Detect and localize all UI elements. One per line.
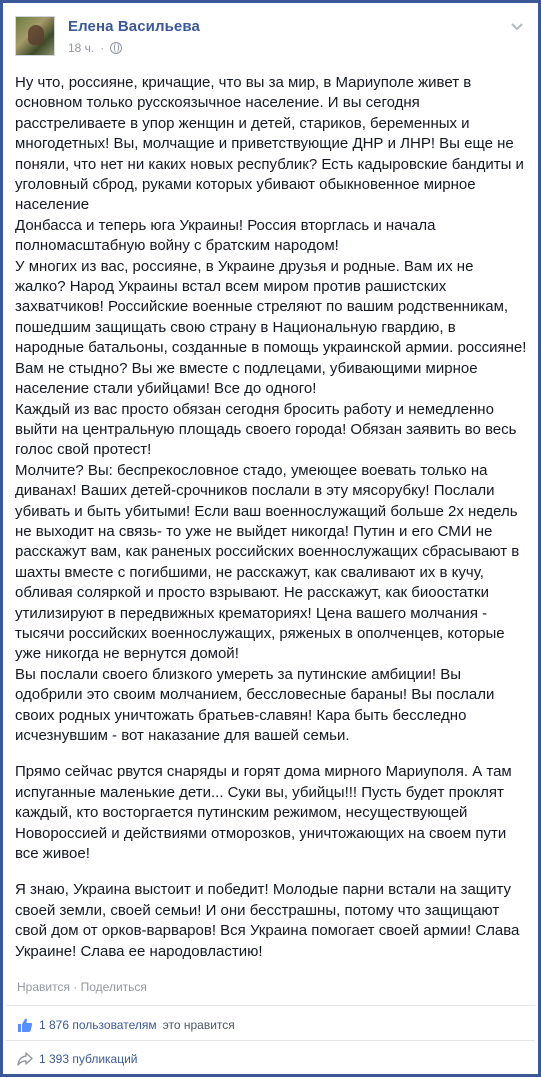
divider <box>6 1005 535 1006</box>
post-paragraph: Прямо сейчас рвутся снаряды и горят дома мирного Мариуполя. А там испуганные маленькие дети... Суки вы, убийцы!!! Пусть будет проклят каждый, кто восторгается путинским режимом, несуществующей Новороссией и действиями отморозков, уничтожающих на своем пути все живое! <box>15 763 512 863</box>
share-icon <box>17 1051 33 1067</box>
likes-count[interactable]: 1 876 пользователям <box>39 1018 157 1032</box>
globe-icon[interactable] <box>110 42 122 54</box>
post-paragraph: Молчите? Вы: беспрекословное стадо, умеющее воевать только на диванах! Ваших детей-срочников послали в эту мясорубку! Послали убивать и быть убитыми! Если ваш военнослужащий больше 2х недель не выходит на связь- то уже не выйдет никогда! Путин и его СМИ не расскажут вам, как раненых российских военнослужащих сбрасывают в шахты вместе с погибшими, не расскажут, как сваливают их в кучу, обливая соляркой и просто взрывают. Не расскажут, как биоостатки утилизируют в передвижных крематориях! Цена вашего молчания - тысячи российских военнослужащих, ряженых в ополченцев, которые уже никогда не вернутся домой! <box>15 461 520 663</box>
divider <box>6 1040 535 1041</box>
post-paragraph: Каждый из вас просто обязан сегодня бросить работу и немедленно выйти на центральную площадь своего города! Обязан заявить во весь голос свой протест! <box>15 400 517 459</box>
post-paragraph: Ну что, россияне, кричащие, что вы за мир, в Мариуполе живет в основном только русскоязычное население. И вы сегодня расстреливаете в упор женщин и детей, стариков, беременных и многодетных! Вы, молчащие и приветствующие ДНР и ЛНР! Вы еще не поняли, что нет ни каких новых республик? Есть кадыровские бандиты и уголовный сброд, руками которых убивают обыкновенное мирное население <box>15 74 524 214</box>
post-header <box>15 16 526 60</box>
shares-count[interactable]: 1 393 публикаций <box>39 1052 138 1066</box>
post-meta <box>68 41 122 55</box>
post-paragraph: У многих из вас, россияне, в Украине друзья и родные. Вам их не жалко? Народ Украины встал всем миром против рашистских захватчиков! Российские военные стреляют по вашим родственникам, пошедшим защищать свою страну в Национальную гвардию, в народные батальоны, созданные в помощь украинской армии. россияне! Вам не стыдно? Вы же вместе с подлецами, убивающими мирное население стали убийцами! Все до одного! <box>15 257 527 398</box>
actions-separator: · <box>73 980 78 994</box>
post-paragraph: Я знаю, Украина выстоит и победит! Молодые парни встали на защиту своей земли, своей семьи! И они бесстрашны, потому что защищают свой дом от орков-варваров! Вся Украина помогает своей армии! Слава Украине! Слава ее народовластию! <box>15 881 520 960</box>
chevron-down-icon[interactable] <box>510 20 524 34</box>
meta-separator: · <box>100 41 105 55</box>
post-actions <box>17 980 147 994</box>
post-text <box>15 73 527 962</box>
shares-summary[interactable] <box>17 1051 138 1067</box>
like-button[interactable]: Нравится <box>17 980 70 994</box>
post-paragraph: Донбасса и теперь юга Украины! Россия вторглась и начала полномасштабную войну с братским народом! <box>15 216 436 255</box>
author-name[interactable]: Елена Васильева <box>68 18 200 35</box>
avatar[interactable] <box>15 16 55 56</box>
share-button[interactable]: Поделиться <box>80 980 147 994</box>
likes-summary[interactable] <box>17 1017 235 1033</box>
post-paragraph: Вы послали своего близкого умереть за путинские амбиции! Вы одобрили это своим молчанием, бессловесные бараны! Вы послали своих родных уничтожать братьев-славян! Кара быть бесследно исчезнувшим - вот наказание для вашей семьи. <box>15 665 495 744</box>
likes-suffix: это нравится <box>162 1018 235 1032</box>
thumbs-up-icon <box>17 1017 33 1033</box>
post-time[interactable]: 18 ч. <box>68 41 95 55</box>
